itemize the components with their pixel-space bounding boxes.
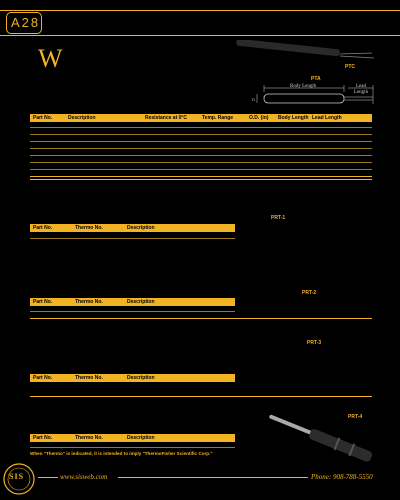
prt2-label: PRT-2 (302, 290, 317, 296)
col-part-no: Part No. (33, 225, 53, 231)
col-part-no: Part No. (33, 435, 53, 441)
col-od: O.D. (in) (249, 115, 269, 121)
col-thermo-no: Thermo No. (75, 435, 103, 441)
col-description: Description (127, 299, 155, 305)
footer-rule-middle (118, 477, 308, 478)
logo-text: SIS (9, 472, 25, 481)
table-row (30, 447, 235, 448)
col-resistance: Resistance at 0°C (145, 115, 188, 121)
section-divider (30, 396, 372, 397)
table-bottom-rule (30, 176, 372, 177)
col-part-no: Part No. (33, 375, 53, 381)
body-length-label: Body Length (290, 84, 317, 89)
col-part-no: Part No. (33, 299, 53, 305)
section-title: W (38, 44, 63, 73)
prt1-label: PRT-1 (271, 215, 286, 221)
table-row (30, 141, 372, 142)
footer-website[interactable]: www.sisweb.com (60, 473, 108, 481)
col-temp-range: Temp. Range (202, 115, 234, 121)
table-row (30, 155, 372, 156)
col-part-no: Part No. (33, 115, 53, 121)
prt1-table-header (30, 224, 235, 232)
ptc-probe-image (232, 40, 382, 70)
table-row (30, 311, 235, 312)
header-band (0, 10, 400, 36)
main-table-header (30, 114, 372, 122)
prt3-label: PRT-3 (307, 340, 322, 346)
footnote: When "Thermo" is indicated, it is intended to imply "ThermoFisher Scientific Corp." (30, 451, 213, 456)
table-row (30, 162, 372, 163)
table-row (30, 127, 372, 128)
col-thermo-no: Thermo No. (75, 375, 103, 381)
footer-phone: Phone: 908-788-5550 (311, 473, 373, 481)
table-bottom-rule (30, 179, 372, 180)
page-code-box (6, 12, 42, 34)
table-row (30, 134, 372, 135)
prt4-probe-image (258, 414, 388, 470)
col-thermo-no: Thermo No. (75, 299, 103, 305)
col-description: Description (127, 435, 155, 441)
table-row (30, 148, 372, 149)
diameter-label: D (252, 97, 255, 102)
col-lead-length: Lead Length (312, 115, 342, 121)
col-body-length: Body Length (278, 115, 309, 121)
col-description: Description (127, 225, 155, 231)
prt4-table-header (30, 434, 235, 442)
table-row (30, 238, 235, 239)
col-thermo-no: Thermo No. (75, 225, 103, 231)
col-description: Description (127, 375, 155, 381)
prt3-table-header (30, 374, 235, 382)
section-divider (30, 318, 372, 319)
pta-label: PTA (311, 76, 321, 82)
footer-rule-left (38, 477, 58, 478)
ptc-label: PTC (345, 64, 355, 70)
prt4-label: PRT-4 (348, 414, 363, 420)
page-code: A28 (11, 15, 41, 30)
col-description: Description (68, 115, 96, 121)
table-row (30, 169, 372, 170)
prt2-table-header (30, 298, 235, 306)
lead-length-label: Lead Length (353, 84, 369, 95)
